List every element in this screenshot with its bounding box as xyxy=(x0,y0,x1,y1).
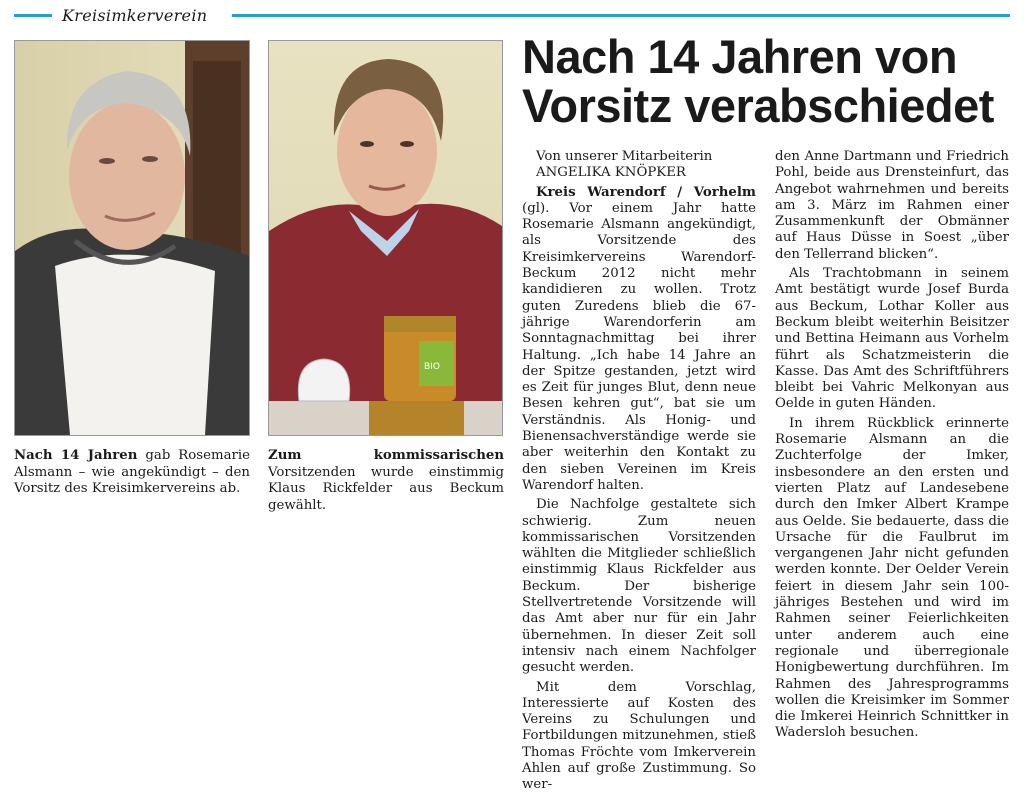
dateline: Kreis Warendorf / Vorhelm xyxy=(536,184,756,200)
photo-klaus-rickfelder xyxy=(268,40,503,436)
caption-right-text: Vorsitzenden wurde einstimmig Klaus Rickfelder aus Beckum gewählt. xyxy=(268,464,504,513)
paragraph-5: In ihrem Rückblick erinnerte Rosemarie Alsmann an die Zuchterfolge der Imker, insbesondere an den ersten und vierten Platz auf Landesebene durch den Imker Albert Krampe aus Oelde. Sie bedauerte, dass die Ursache für die Faulbrut im vergangenen Jahr nicht gefunden werden konnte. Der Oelder Verein feiert in diesem Jahr sein 100-jähriges Bestehen und wird im Rahmen seiner Feierlichkeiten unter anderem auch eine regionale und überregionale Honigbewertung durchführen. Im Rahmen des Jahresprogramms wollen die Kreisimker im Sommer die Imkerei Heinrich Schnittker in Wadersloh besuchen. xyxy=(775,415,1009,741)
caption-right xyxy=(268,448,504,514)
photo-rosemarie-alsmann xyxy=(14,40,250,436)
paragraph-4: Als Trachtobmann in seinem Amt bestätigt wurde Josef Burda aus Beckum, Lothar Koller aus Beckum bleibt weiterhin Beisitzer und Bettina Heimann aus Vorhelm führt als Schatzmeisterin die Kasse. Das Amt des Schriftführers bleibt bei Vahric Melkonyan aus Oelde in guten Händen. xyxy=(775,266,1009,412)
paragraph-3-continued: den Anne Dartmann und Friedrich Pohl, beide aus Drensteinfurt, das Angebot wahrnehmen und bereits am 3. März im Rahmen einer Zusammenkunft der Obmänner auf Haus Düsse in Soest „über den Tellerrand blicken“. xyxy=(775,149,1009,262)
caption-right-lead: Zum kommissarischen xyxy=(268,448,504,463)
jar-label-text: BIO xyxy=(424,362,440,372)
caption-left-text: gab Rosemarie Alsmann – wie angekündigt – den Vorsitz des Kreisimkervereins ab. xyxy=(14,448,251,496)
paragraph-1-text: (gl). Vor einem Jahr hatte Rosemarie Alsmann angekündigt, als Vorsitzende des Kreisimkervereins Warendorf-Beckum 2012 nicht mehr kandidieren zu wollen. Trotz guten Zuredens blieb die 67-jährige Warendorferin am Sonntagnachmittag bei ihrer Haltung. „Ich habe 14 Jahre an der Spitze gestanden, jetzt wird es Zeit für junges Blut, denn neue Besen kehren gut“, bat sie um Verständnis. Als Honig- und Bienensachverständige werde sie aber weiterhin den Kontakt zu den sieben Vereinen im Kreis Warendorf halten. xyxy=(522,200,756,493)
article-headline: Nach 14 Jahren von Vorsitz verabschiedet xyxy=(522,30,994,132)
article-column-2 xyxy=(775,149,1009,742)
paragraph-3-start: Mit dem Vorschlag, Interessierte auf Kosten des Vereins zu Schulungen und Fortbildungen mitzunehmen, stieß Thomas Fröchte vom Imkerverein Ahlen auf große Zustimmung. So wer- xyxy=(522,679,756,793)
caption-left xyxy=(14,448,250,498)
byline-author: ANGELIKA KNÖPKER xyxy=(536,165,686,181)
rubric-rule-right xyxy=(232,14,1010,17)
rubric-label: Kreisimkerverein xyxy=(62,6,208,25)
paragraph-1 xyxy=(522,185,756,495)
section-rubric xyxy=(14,6,1010,26)
article-column-1 xyxy=(522,149,756,794)
byline xyxy=(522,149,756,182)
paragraph-2: Die Nachfolge gestaltete sich schwierig. Zum neuen kommissarischen Vorsitzenden wählten die Mitglieder schließlich einstimmig Klaus Rickfelder aus Beckum. Der bisherige Stellvertretende Vorsitzende will das Amt aber nur für ein Jahr übernehmen. In dieser Zeit soll intensiv nach einem Nachfolger gesucht werden. xyxy=(522,497,756,676)
rubric-rule-left xyxy=(14,14,52,17)
byline-line1: Von unserer Mitarbeiterin xyxy=(536,149,713,164)
caption-left-lead: Nach 14 Jahren xyxy=(14,448,138,463)
